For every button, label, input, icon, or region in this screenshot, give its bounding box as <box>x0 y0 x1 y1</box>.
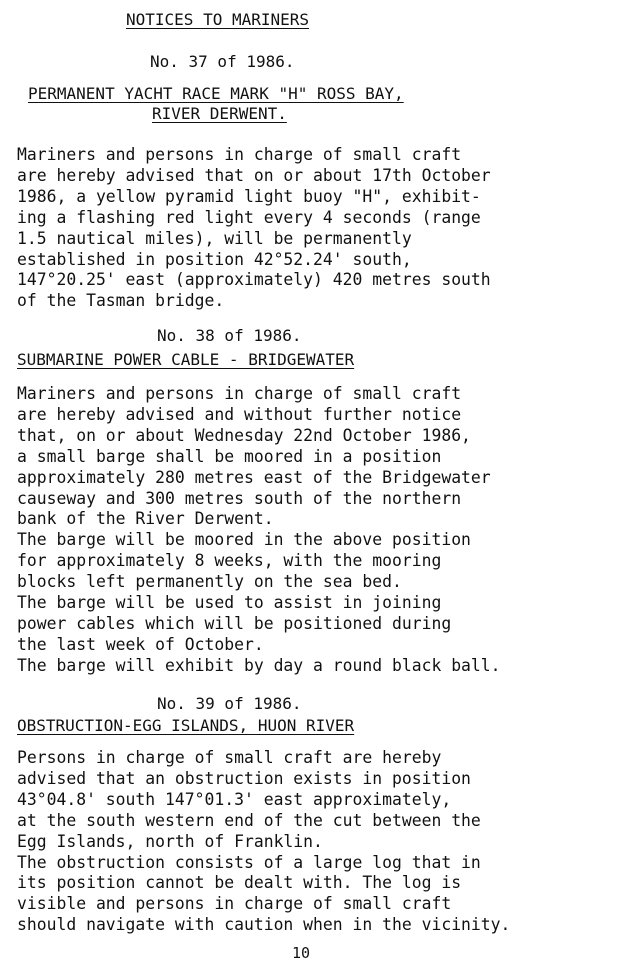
body-line: 1986, a yellow pyramid light buoy "H", exhibit- <box>17 186 481 206</box>
body-line: the last week of October. <box>17 634 264 654</box>
body-line: 43°04.8' south 147°01.3' east approximately, <box>17 789 452 809</box>
body-line: Mariners and persons in charge of small craft <box>17 145 462 164</box>
body-line: blocks left permanently on the sea bed. <box>17 572 402 592</box>
body-line: 147°20.25' east (approximately) 420 metres south <box>17 270 491 290</box>
notice-number: No. 38 of 1986. <box>157 326 302 345</box>
body-line: The barge will be used to assist in joining <box>17 593 442 613</box>
body-line: for approximately 8 weeks, with the mooring <box>17 551 442 571</box>
body-line: visible and persons in charge of small craft <box>17 894 452 914</box>
body-line: its position cannot be dealt with. The log is <box>17 873 462 893</box>
body-line: Mariners and persons in charge of small craft <box>17 384 462 403</box>
notice-number: No. 39 of 1986. <box>157 694 302 713</box>
notice-body <box>17 748 510 936</box>
notice-body <box>17 384 501 677</box>
body-line: ing a flashing red light every 4 seconds (range <box>17 207 481 227</box>
body-line: bank of the River Derwent. <box>17 509 274 529</box>
notice-number: No. 37 of 1986. <box>150 52 295 71</box>
body-line: that, on or about Wednesday 22nd October 1986, <box>17 425 471 445</box>
body-line: The obstruction consists of a large log that in <box>17 852 481 872</box>
notice-heading: SUBMARINE POWER CABLE - BRIDGEWATER <box>17 350 355 369</box>
body-line: are hereby advised that on or about 17th October <box>17 165 491 185</box>
page-title: NOTICES TO MARINERS <box>126 10 310 29</box>
body-line: Persons in charge of small craft are hereby <box>17 748 442 767</box>
body-line: advised that an obstruction exists in position <box>17 768 471 788</box>
body-line: at the south western end of the cut between the <box>17 810 481 830</box>
body-line: The barge will exhibit by day a round black ball. <box>17 655 501 675</box>
body-line: The barge will be moored in the above position <box>17 530 471 550</box>
body-line: a small barge shall be moored in a position <box>17 446 442 466</box>
body-line: approximately 280 metres east of the Bridgewater <box>17 467 491 487</box>
body-line: should navigate with caution when in the vicinity. <box>17 915 511 935</box>
body-line: of the Tasman bridge. <box>17 291 225 311</box>
notice-heading: PERMANENT YACHT RACE MARK "H" ROSS BAY, <box>28 84 404 103</box>
body-line: Egg Islands, north of Franklin. <box>17 831 323 851</box>
notice-heading: RIVER DERWENT. <box>152 104 287 123</box>
body-line: power cables which will be positioned during <box>17 613 452 633</box>
body-line: 1.5 nautical miles), will be permanently <box>17 228 412 248</box>
page-number: 10 <box>292 944 311 962</box>
body-line: established in position 42°52.24' south, <box>17 249 412 269</box>
notice-heading: OBSTRUCTION-EGG ISLANDS, HUON RIVER <box>17 716 355 735</box>
body-line: are hereby advised and without further notice <box>17 404 462 424</box>
notice-body <box>17 145 491 312</box>
body-line: causeway and 300 metres south of the northern <box>17 488 462 508</box>
